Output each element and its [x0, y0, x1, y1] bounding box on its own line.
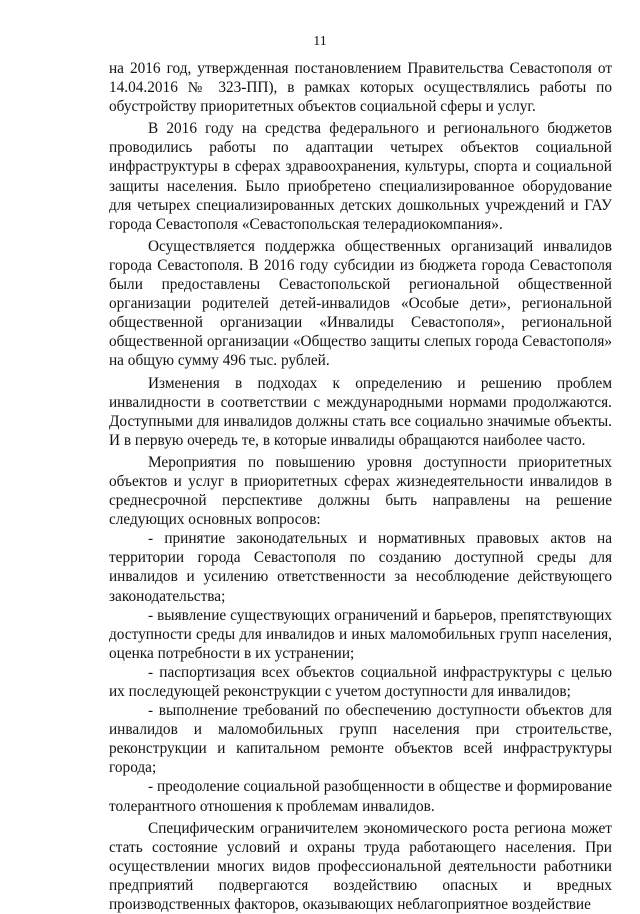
- page-number: 11: [313, 34, 327, 49]
- list-item-certification: - паспортизация всех объектов социальной инфраструктуры с целью их последующей реконструкции с учетом доступности для инвалидов;: [109, 663, 612, 700]
- list-item-barriers: - выявление существующих ограничений и барьеров, препятствующих доступности среды для инвалидов и иных маломобильных групп населения, оценка потребности в их устранении;: [109, 606, 612, 662]
- paragraph-organizations-support: Осуществляется поддержка общественных организаций инвалидов города Севастополя. В 2016 году субсидии из бюджета города Севастополя были предоставлены Севастопольской региональной общественной организации родителей детей-инвалидов «Особые дети», региональной общественной организации «Инвалиды Севастополя», региональной общественной организации «Общество защиты слепых города Севастополя» на общую сумму 496 тыс. рублей.: [109, 237, 612, 370]
- paragraph-measures-intro: Мероприятия по повышению уровня доступности приоритетных объектов и услуг в приоритетных сферах жизнедеятельности инвалидов в среднесрочной перспективе должны быть направлены на решение следующих основных вопросов:: [109, 453, 612, 529]
- paragraph-labor-conditions: Специфическим ограничителем экономического роста региона может стать состояние условий и охраны труда работающего населения. При осуществлении многих видов профессиональной деятельности работники предприятий подвергаются воздействию опасных и вредных производственных факторов, оказывающих неблагоприятное воздействие: [109, 819, 612, 914]
- list-item-tolerance: - преодоление социальной разобщенности в обществе и формирование толерантного отношения к проблемам инвалидов.: [109, 778, 612, 815]
- paragraph-budget-2016: В 2016 году на средства федерального и регионального бюджетов проводились работы по адаптации четырех объектов социальной инфраструктуры в сферах здравоохранения, культуры, спорта и социальной защиты населения. Было приобретено специализированное оборудование для четырех специализированных детских дошкольных учреждений и ГАУ города Севастополя «Севастопольская телерадиокомпания».: [109, 120, 612, 233]
- list-item-legislation: - принятие законодательных и нормативных правовых актов на территории города Севастополя по созданию доступной среды для инвалидов и усилению ответственности за несоблюдение действующего законодательства;: [109, 530, 612, 605]
- paragraph-continuation: на 2016 год, утвержденная постановлением Правительства Севастополя от 14.04.2016 № 323-ПП), в рамках которых осуществлялись работы по обустройству приоритетных объектов социальной сферы и услуг.: [109, 60, 612, 116]
- paragraph-approach-changes: Изменения в подходах к определению и решению проблем инвалидности в соответствии с международными нормами продолжаются. Доступными для инвалидов должны стать все социально значимые объекты. И в первую очередь те, в которые инвалиды обращаются наиболее часто.: [109, 374, 612, 449]
- list-item-requirements: - выполнение требований по обеспечению доступности объектов для инвалидов и маломобильных групп населения при строительстве, реконструкции и капитальном ремонте объектов всей инфраструктуры города;: [109, 702, 612, 777]
- document-body: [109, 59, 612, 914]
